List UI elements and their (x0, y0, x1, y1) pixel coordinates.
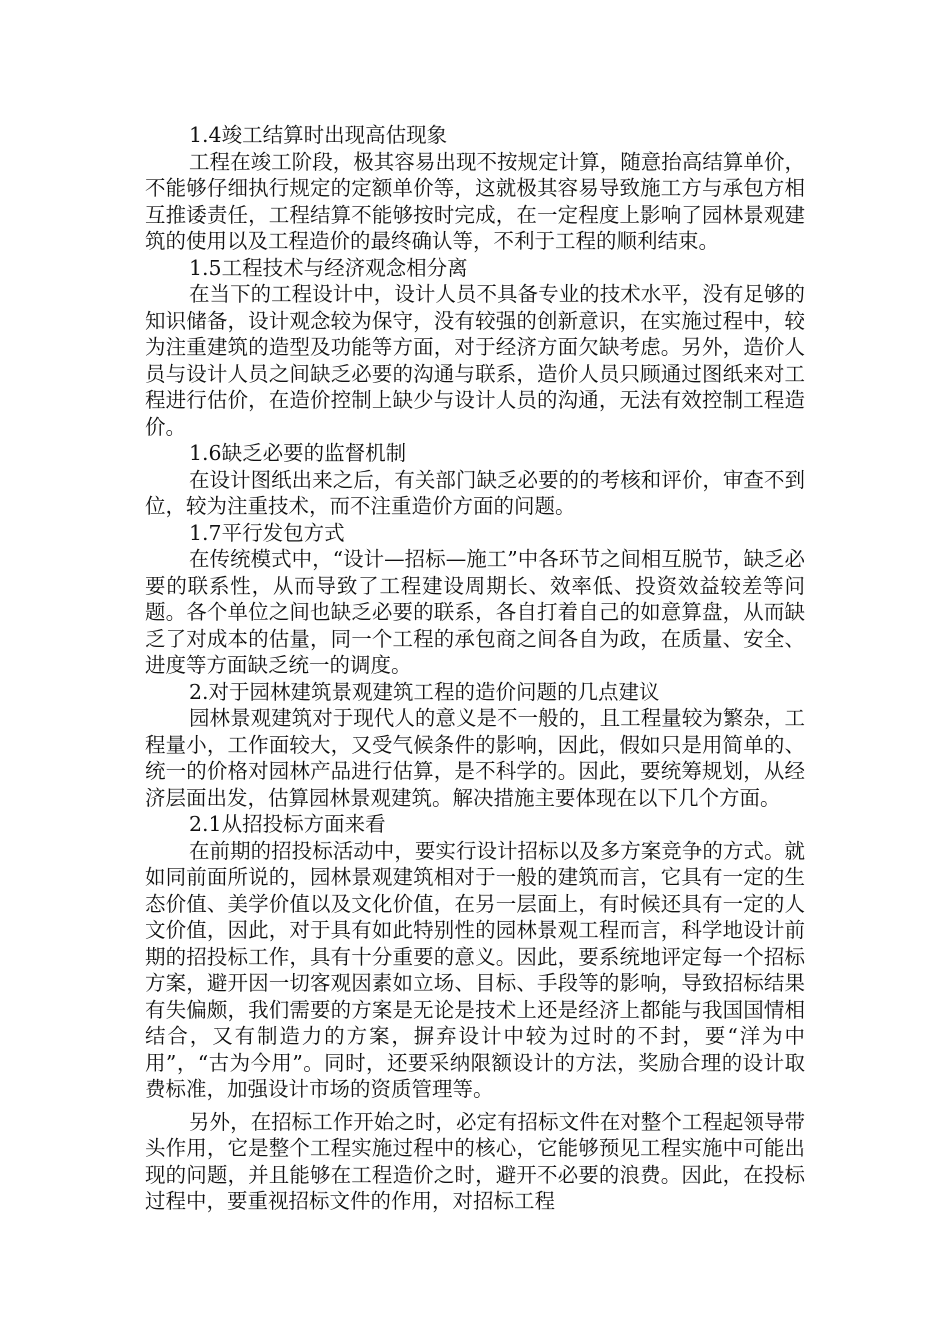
document-page (145, 122, 805, 1215)
paragraph: 在当下的工程设计中，设计人员不具备专业的技术水平，没有足够的知识储备，设计观念较为保守，没有较强的创新意识，在实施过程中，较为注重建筑的造型及功能等方面，对于经济方面欠缺考虑。另外，造价人员与设计人员之间缺乏必要的沟通与联系，造价人员只顾通过图纸来对工程进行估价，在造价控制上缺少与设计人员的沟通，无法有效控制工程造价。 (145, 282, 805, 439)
section-heading-2: 2.对于园林建筑景观建筑工程的造价问题的几点建议 (189, 679, 660, 704)
paragraph: 在前期的招投标活动中，要实行设计招标以及多方案竞争的方式。就如同前面所说的，园林景观建筑相对于一般的建筑而言，它具有一定的生态价值、美学价值以及文化价值，在另一层面上，有时候还具有一定的人文价值，因此，对于具有如此特别性的园林景观工程而言，科学地设计前期的招投标工作，具有十分重要的意义。因此，要系统地评定每一个招标方案，避开因一切客观因素如立场、目标、手段等的影响，导致招标结果有失偏颇，我们需要的方案是无论是技术上还是经济上都能与我国国情相结合，又有制造力的方案，摒弃设计中较为过时的不封，要“洋为中用”，“古为今用”。同时，还要采纳限额设计的方法，奖励合理的设计取费标准，加强设计市场的资质管理等。 (145, 838, 805, 1101)
paragraph: 园林景观建筑对于现代人的意义是不一般的，且工程量较为繁杂，工程量小，工作面较大，又受气候条件的影响，因此，假如只是用简单的、统一的价格对园林产品进行估算，是不科学的。因此，要统筹规划，从经济层面出发，估算园林景观建筑。解决措施主要体现在以下几个方面。 (145, 706, 805, 810)
paragraph: 在传统模式中，“设计—招标—施工”中各环节之间相互脱节，缺乏必要的联系性，从而导致了工程建设周期长、效率低、投资效益较差等问题。各个单位之间也缺乏必要的联系，各自打着自己的如意算盘，从而缺乏了对成本的估量，同一个工程的承包商之间各自为政，在质量、安全、进度等方面缺乏统一的调度。 (145, 547, 805, 677)
paragraph: 在设计图纸出来之后，有关部门缺乏必要的的考核和评价，审查不到位，较为注重技术，而不注重造价方面的问题。 (145, 467, 805, 518)
section-heading-1-5: 1.5工程技术与经济观念相分离 (189, 255, 468, 280)
paragraph: 另外，在招标工作开始之时，必定有招标文件在对整个工程起领导带头作用，它是整个工程实施过程中的核心，它能够预见工程实施中可能出现的问题，并且能够在工程造价之时，避开不必要的浪费。因此，在投标过程中，要重视招标文件的作用，对招标工程 (145, 1109, 805, 1213)
section-heading-2-1: 2.1从招投标方面来看 (189, 812, 386, 836)
section-heading-1-6: 1.6缺乏必要的监督机制 (189, 441, 407, 465)
section-heading-1-7: 1.7平行发包方式 (189, 520, 345, 545)
paragraph: 工程在竣工阶段，极其容易出现不按规定计算，随意抬高结算单价，不能够仔细执行规定的定额单价等，这就极其容易导致施工方与承包方相互推诿责任，工程结算不能够按时完成，在一定程度上影响了园林景观建筑的使用以及工程造价的最终确认等，不利于工程的顺利结束。 (145, 149, 805, 253)
section-heading-1-4: 1.4竣工结算时出现高估现象 (189, 123, 448, 147)
